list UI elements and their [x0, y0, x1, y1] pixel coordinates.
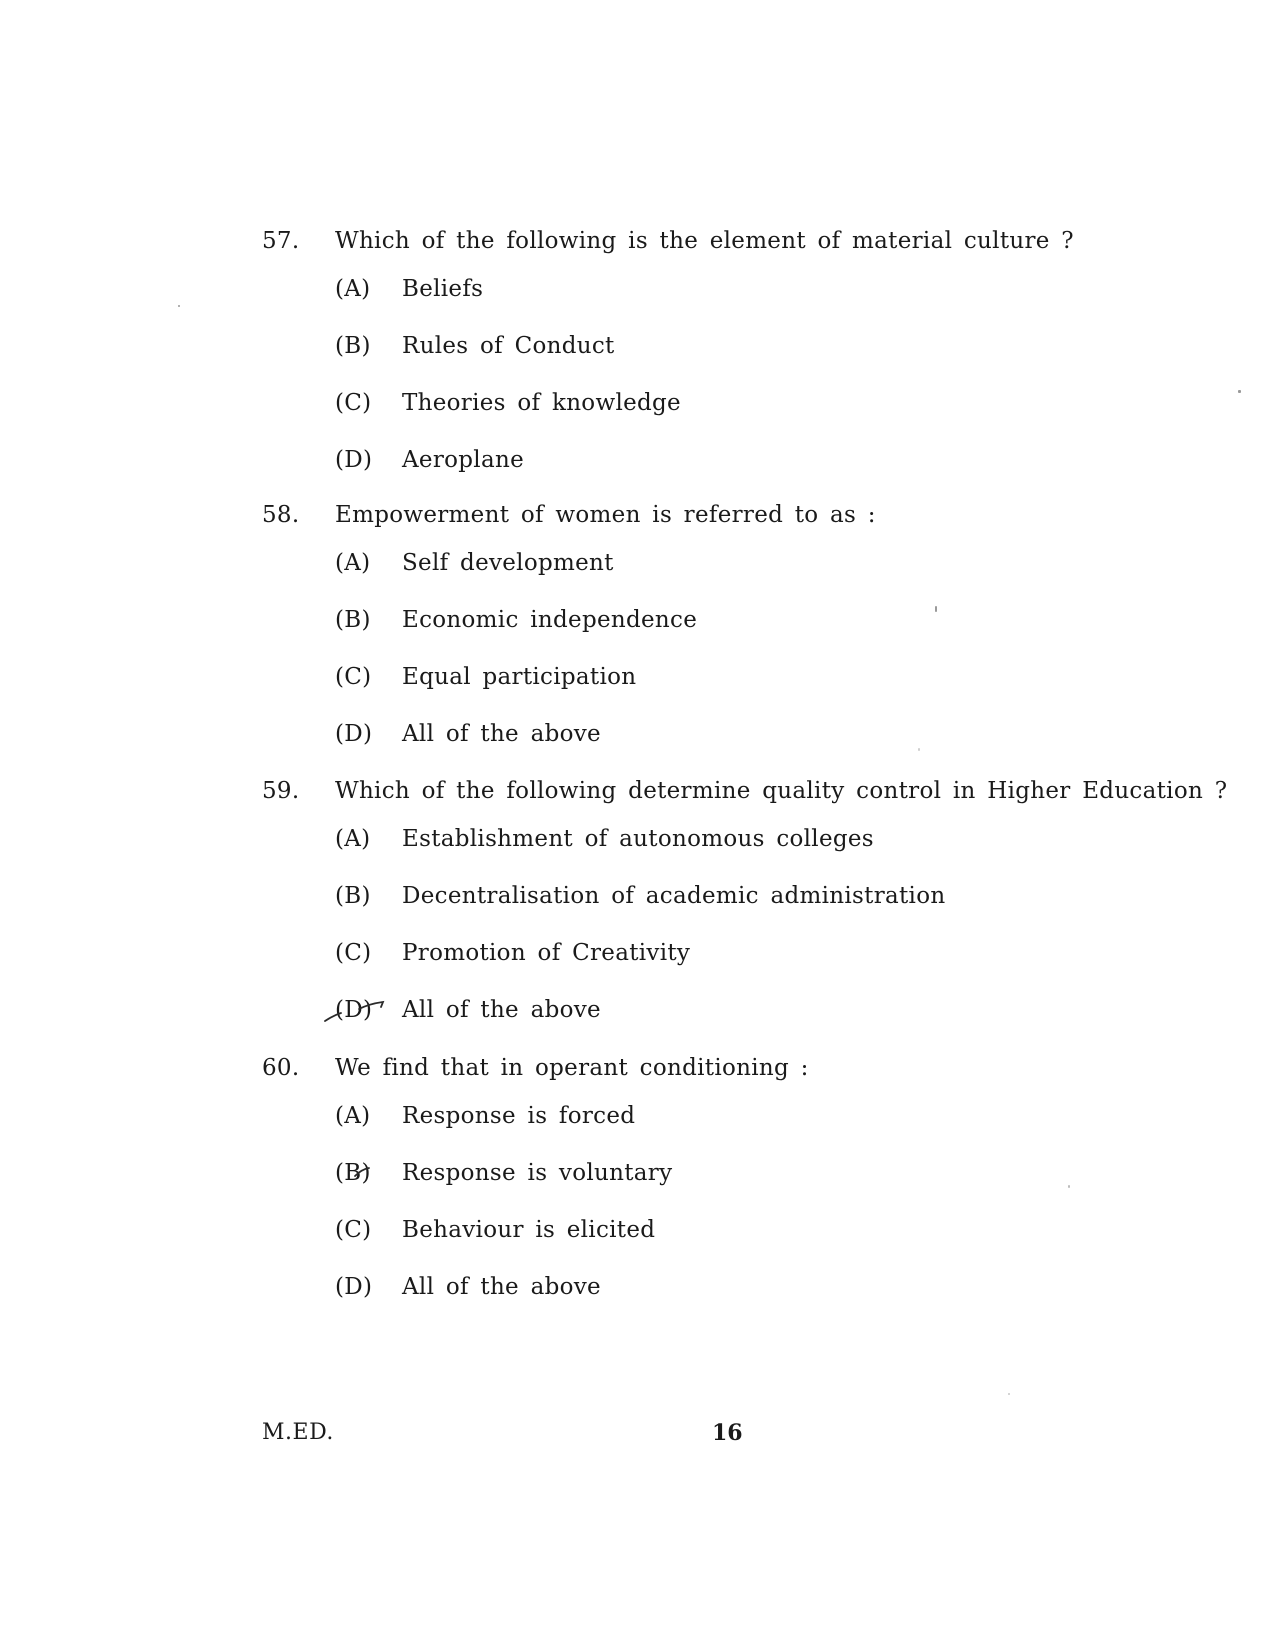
option-c	[335, 664, 1202, 721]
pen-tick-mark-icon	[321, 1154, 391, 1190]
option-d	[335, 721, 1202, 778]
option-text: Theories of knowledge	[402, 390, 681, 416]
option-text: Self development	[402, 550, 614, 576]
option-label: (C)	[335, 664, 372, 690]
option-c	[335, 1217, 1202, 1274]
option-text: Equal participation	[402, 664, 637, 690]
option-label: (A)	[335, 1103, 371, 1129]
option-label: (C)	[335, 940, 372, 966]
option-label: (A)	[335, 826, 371, 852]
option-c	[335, 940, 1202, 997]
question-number: 60.	[262, 1055, 300, 1081]
option-d	[335, 997, 1202, 1054]
options-list	[335, 276, 1202, 504]
option-label: (D)	[335, 721, 373, 747]
question-text: We find that in operant conditioning :	[335, 1055, 809, 1081]
option-label: (B)	[335, 607, 371, 633]
options-list	[335, 826, 1202, 1054]
scan-speck	[1008, 1393, 1010, 1395]
option-b	[335, 1160, 1202, 1217]
question-text: Empowerment of women is referred to as :	[335, 502, 876, 528]
question-57	[262, 228, 1202, 504]
question-59	[262, 778, 1228, 1054]
option-text: Promotion of Creativity	[402, 940, 691, 966]
option-label: (D)	[335, 447, 373, 473]
option-d	[335, 1274, 1202, 1331]
option-c	[335, 390, 1202, 447]
option-label-marked	[335, 997, 402, 1023]
option-b	[335, 607, 1202, 664]
scan-speck	[1068, 1185, 1070, 1188]
question-number: 59.	[262, 778, 300, 804]
option-text: Rules of Conduct	[402, 333, 615, 359]
option-label-marked	[335, 1160, 402, 1186]
option-label: (B)	[335, 333, 371, 359]
question-number: 57.	[262, 228, 300, 254]
option-text: Behaviour is elicited	[402, 1217, 656, 1243]
scan-speck	[178, 305, 180, 307]
option-label: (C)	[335, 390, 372, 416]
option-text: Decentralisation of academic administration	[402, 883, 946, 909]
option-text: Economic independence	[402, 607, 698, 633]
option-b	[335, 883, 1202, 940]
option-label: (C)	[335, 1217, 372, 1243]
scan-speck	[935, 606, 937, 612]
pen-tick-mark-icon	[321, 991, 391, 1027]
option-label-text: (B)	[335, 1160, 371, 1186]
option-label: (D)	[335, 1274, 373, 1300]
option-d	[335, 447, 1202, 504]
option-a	[335, 550, 1202, 607]
option-text: Response is voluntary	[402, 1160, 673, 1186]
option-label: (B)	[335, 883, 371, 909]
exam-code: M.ED.	[262, 1420, 334, 1445]
options-list	[335, 1103, 1202, 1331]
page-number: 16	[712, 1420, 743, 1446]
option-label-text: (D)	[335, 997, 373, 1023]
option-text: All of the above	[402, 1274, 601, 1300]
option-text: All of the above	[402, 997, 601, 1023]
question-58	[262, 502, 1202, 778]
option-a	[335, 276, 1202, 333]
option-b	[335, 333, 1202, 390]
option-text: Aeroplane	[402, 447, 524, 473]
option-a	[335, 826, 1202, 883]
question-text: Which of the following determine quality control in Higher Education ?	[335, 778, 1228, 804]
option-label: (A)	[335, 276, 371, 302]
option-a	[335, 1103, 1202, 1160]
scan-speck	[1238, 390, 1241, 393]
option-text: Response is forced	[402, 1103, 636, 1129]
scan-speck	[918, 748, 920, 751]
question-number: 58.	[262, 502, 300, 528]
option-label: (A)	[335, 550, 371, 576]
question-60	[262, 1055, 1202, 1331]
option-text: Establishment of autonomous colleges	[402, 826, 874, 852]
option-text: All of the above	[402, 721, 601, 747]
option-text: Beliefs	[402, 276, 484, 302]
question-text: Which of the following is the element of material culture ?	[335, 228, 1074, 254]
options-list	[335, 550, 1202, 778]
